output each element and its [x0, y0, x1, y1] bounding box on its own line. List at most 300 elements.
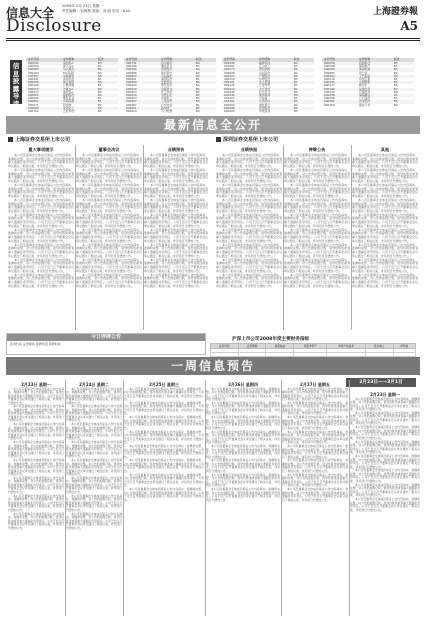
preview-day-heading: 2月23日 星期一 [370, 392, 400, 397]
preview-paragraph: 本公司及董事会全体成员保证公告内容真实、准确和完整，对公告的虚假记载、误导性陈述或者重大遗漏负连带责任。公司于近日召开董事会会议审议通过了相关议案，详见同日刊登的公告。 [8, 404, 64, 423]
article-paragraph: 本公司及董事会全体成员保证公告内容真实、准确和完整，对公告的虚假记载、误导性陈述或者重大遗漏负连带责任。公司于近日召开董事会会议审议通过了相关议案，详见同日刊登的公告。 [8, 227, 74, 243]
index-cell: B5 [392, 100, 414, 103]
table-row [26, 110, 118, 113]
preview-paragraph: 本公司及董事会全体成员保证公告内容真实、准确和完整，对公告的虚假记载、误导性陈述或者重大遗漏负连带责任。公司于近日召开董事会会议审议通过了相关议案，详见同日刊登的公告。 [66, 475, 122, 494]
index-cell: 000868 [124, 81, 159, 84]
preview-paragraph: 本公司及董事会全体成员保证公告内容真实、准确和完整，对公告的虚假记载、误导性陈述或者重大遗漏负连带责任。公司于近日召开董事会会议审议通过了相关议案，详见同日刊登的公告。 [350, 468, 420, 483]
article-heading: 其他 [380, 147, 390, 152]
preview-paragraph: 本公司及董事会全体成员保证公告内容真实、准确和完整，对公告的虚假记载、误导性陈述或者重大遗漏负连带责任。公司于近日召开董事会会议审议通过了相关议案，详见同日刊登的公告。 [8, 458, 64, 477]
preview-paragraph: 本公司及董事会全体成员保证公告内容真实、准确和完整，对公告的虚假记载、误导性陈述或者重大遗漏负连带责任。公司于近日召开董事会会议审议通过了相关议案，详见同日刊登的公告。 [124, 458, 204, 473]
index-cell: B3 [293, 64, 298, 69]
index-table [124, 58, 216, 113]
index-cell: 海印股份 [160, 77, 173, 82]
index-cell: 雅戈尔 [358, 83, 368, 88]
preview-column [206, 380, 280, 618]
index-cell: B5 [393, 83, 398, 88]
article-paragraph: 本公司及董事会全体成员保证公告内容真实、准确和完整，对公告的虚假记载、误导性陈述或者重大遗漏负连带责任。公司于近日召开董事会会议审议通过了相关议案，详见同日刊登的公告。 [284, 242, 350, 258]
article-heading: 停牌公告 [308, 147, 326, 152]
index-cell: B2 [195, 89, 200, 94]
preview-paragraph: 本公司及董事会全体成员保证公告内容真实、准确和完整，对公告的虚假记载、误导性陈述或者重大遗漏负连带责任。公司于近日召开董事会会议审议通过了相关议案，详见同日刊登的公告。 [8, 386, 64, 405]
index-cell: 000796 [124, 68, 159, 71]
article-paragraph: 本公司及董事会全体成员保证公告内容真实、准确和完整，对公告的虚假记载、误导性陈述或者重大遗漏负连带责任。公司于近日召开董事会会议审议通过了相关议案，详见同日刊登的公告。 [8, 167, 74, 183]
index-cell: 002129 [224, 77, 235, 82]
index-cell: B4 [293, 102, 298, 107]
index-cell: B2 [194, 107, 216, 110]
index-cell: 000157 [26, 75, 61, 78]
index-cell: 上汽集团 [357, 75, 392, 78]
index-header-cell: 证券简称 [257, 58, 292, 62]
preview-paragraph: 本公司及董事会全体成员保证公告内容真实、准确和完整，对公告的虚假记载、误导性陈述或者重大遗漏负连带责任。公司于近日召开董事会会议审议通过了相关议案，详见同日刊登的公告。 [8, 493, 64, 512]
index-cell: B5 [392, 62, 414, 65]
article-paragraph: 本公司及董事会全体成员保证公告内容真实、准确和完整，对公告的虚假记载、误导性陈述或者重大遗漏负连带责任。公司于近日召开董事会会议审议通过了相关议案，详见同日刊登的公告。 [8, 272, 74, 288]
article-paragraph: 本公司及董事会全体成员保证公告内容真实、准确和完整，对公告的虚假记载、误导性陈述或者重大遗漏负连带责任。公司于近日召开董事会会议审议通过了相关议案，详见同日刊登的公告。 [144, 272, 208, 288]
article-paragraph: 本公司及董事会全体成员保证公告内容真实、准确和完整，对公告的虚假记载、误导性陈述或者重大遗漏负连带责任。公司于近日召开董事会会议审议通过了相关议案，详见同日刊登的公告。 [216, 272, 282, 288]
index-cell: 青岛软控 [257, 68, 292, 71]
index-cell: B2 [392, 88, 414, 91]
article-paragraph: 本公司及董事会全体成员保证公告内容真实、准确和完整，对公告的虚假记载、误导性陈述或者重大遗漏负连带责任。公司于近日召开董事会会议审议通过了相关议案，详见同日刊登的公告。 [216, 257, 282, 273]
index-table [222, 58, 314, 113]
preview-paragraph: 本公司及董事会全体成员保证公告内容真实、准确和完整，对公告的虚假记载、误导性陈述或者重大遗漏负连带责任。公司于近日召开董事会会议审议通过了相关议案，详见同日刊登的公告。 [8, 511, 64, 530]
index-cell: B2 [393, 70, 398, 75]
preview-paragraph: 本公司及董事会全体成员保证公告内容真实、准确和完整，对公告的虚假记载、误导性陈述或者重大遗漏负连带责任。公司于近日召开董事会会议审议通过了相关议案，详见同日刊登的公告。 [282, 472, 348, 488]
index-cell: B3 [97, 70, 102, 75]
article-paragraph: 本公司及董事会全体成员保证公告内容真实、准确和完整，对公告的虚假记载、误导性陈述或者重大遗漏负连带责任。公司于近日召开董事会会议审议通过了相关议案，详见同日刊登的公告。 [352, 182, 418, 198]
index-cell: 轴研科技 [257, 62, 292, 65]
index-cell: 科大讯飞 [258, 89, 271, 94]
index-cell: 中兴通讯 [61, 68, 96, 71]
index-cell: 宣工科技 [160, 89, 173, 94]
index-cell: 600020 [224, 109, 235, 114]
index-cell: 000601 [26, 94, 61, 97]
index-cell: 002245 [222, 94, 257, 97]
article-paragraph: 本公司及董事会全体成员保证公告内容真实、准确和完整，对公告的虚假记载、误导性陈述或者重大遗漏负连带责任。公司于近日召开董事会会议审议通过了相关议案，详见同日刊登的公告。 [352, 153, 418, 168]
article-paragraph: 本公司及董事会全体成员保证公告内容真实、准确和完整，对公告的虚假记载、误导性陈述或者重大遗漏负连带责任。公司于近日召开董事会会议审议通过了相关议案，详见同日刊登的公告。 [8, 182, 74, 198]
preview-paragraph: 本公司及董事会全体成员保证公告内容真实、准确和完整，对公告的虚假记载、误导性陈述或者重大遗漏负连带责任。公司于近日召开董事会会议审议通过了相关议案，详见同日刊登的公告。 [8, 440, 64, 459]
index-cell: 002098 [224, 70, 235, 75]
index-cell: 000553 [26, 88, 61, 91]
index-cell: 002073 [222, 68, 257, 71]
article-paragraph: 本公司及董事会全体成员保证公告内容真实、准确和完整，对公告的虚假记载、误导性陈述或者重大遗漏负连带责任。公司于近日召开董事会会议审议通过了相关议案，详见同日刊登的公告。 [216, 167, 282, 183]
article-paragraph: 本公司及董事会全体成员保证公告内容真实、准确和完整，对公告的虚假记载、误导性陈述或者重大遗漏负连带责任。公司于近日召开董事会会议审议通过了相关议案，详见同日刊登的公告。 [144, 212, 208, 228]
preview-paragraph: 本公司及董事会全体成员保证公告内容真实、准确和完整，对公告的虚假记载、误导性陈述或者重大遗漏负连带责任。公司于近日召开董事会会议审议通过了相关议案，详见同日刊登的公告。 [66, 493, 122, 512]
index-cell: 银河科技 [160, 70, 173, 75]
article-heading: 重大事项提示 [28, 147, 54, 152]
article-column [216, 145, 282, 330]
index-cell: 山东海化 [159, 75, 194, 78]
index-cell: 000631 [28, 96, 39, 101]
index-cell: 600309 [324, 102, 335, 107]
index-cell: 600215 [324, 89, 335, 94]
newspaper-name: 上海證券報 [372, 7, 418, 17]
preview-paragraph: 本公司及董事会全体成员保证公告内容真实、准确和完整，对公告的虚假记载、误导性陈述或者重大遗漏负连带责任。公司于近日召开董事会会议审议通过了相关议案，详见同日刊登的公告。 [350, 454, 420, 469]
article-column [144, 145, 208, 330]
article-paragraph: 本公司及董事会全体成员保证公告内容真实、准确和完整，对公告的虚假记载、误导性陈述或者重大遗漏负连带责任。公司于近日召开董事会会议审议通过了相关议案，详见同日刊登的公告。 [8, 197, 74, 213]
index-header-cell: 证券代码 [124, 58, 159, 62]
table-row [322, 104, 414, 107]
index-cell: B1 [393, 77, 398, 82]
preview-paragraph: 本公司及董事会全体成员保证公告内容真实、准确和完整，对公告的虚假记载、误导性陈述或者重大遗漏负连带责任。公司于近日召开董事会会议审议通过了相关议案，详见同日刊登的公告。 [124, 429, 204, 445]
index-cell: 002103 [222, 75, 257, 78]
index-cell: B1 [97, 83, 102, 88]
index-header-cell: 版次 [96, 58, 118, 62]
index-cell: 000063 [26, 68, 61, 71]
article-column [352, 145, 418, 330]
index-cell: 000702 [28, 109, 39, 114]
date-text: 2009年 2月 23日 星期一 [62, 4, 103, 8]
index-cell: 珠江控股 [61, 81, 96, 84]
index-cell: B4 [97, 89, 102, 94]
index-cell: 安凯客车 [159, 81, 194, 84]
article-column [8, 145, 74, 330]
index-cell: B1 [293, 96, 298, 101]
index-cell: 北斗星通 [257, 81, 292, 84]
index-cell: B5 [293, 109, 298, 114]
sh-listed-heading: 上海证券交易所上市公司 [8, 136, 70, 144]
preview-paragraph: 本公司及董事会全体成员保证公告内容真实、准确和完整，对公告的虚假记载、误导性陈述或者重大遗漏负连带责任。公司于近日召开董事会会议审议通过了相关议案，详见同日刊登的公告。 [206, 458, 280, 473]
article-paragraph: 本公司及董事会全体成员保证公告内容真实、准确和完整，对公告的虚假记载、误导性陈述或者重大遗漏负连带责任。公司于近日召开董事会会议审议通过了相关议案，详见同日刊登的公告。 [352, 227, 418, 243]
article-paragraph: 本公司及董事会全体成员保证公告内容真实、准确和完整，对公告的虚假记载、误导性陈述或者重大遗漏负连带责任。公司于近日召开董事会会议审议通过了相关议案，详见同日刊登的公告。 [144, 167, 208, 183]
index-cell: TCL集团 [62, 70, 74, 75]
preview-paragraph: 本公司及董事会全体成员保证公告内容真实、准确和完整，对公告的虚假记载、误导性陈述或者重大遗漏负连带责任。公司于近日召开董事会会议审议通过了相关议案，详见同日刊登的公告。 [124, 472, 204, 488]
index-cell: 江特电机 [258, 83, 271, 88]
index-cell: B3 [96, 62, 118, 65]
index-cell: 002176 [224, 83, 235, 88]
index-cell: B2 [96, 68, 118, 71]
index-cell: 长春经开 [358, 89, 371, 94]
financial-header-cell: 证券代码 [211, 344, 239, 349]
article-paragraph: 本公司及董事会全体成员保证公告内容真实、准确和完整，对公告的虚假记载、误导性陈述或者重大遗漏负连带责任。公司于近日召开董事会会议审议通过了相关议案，详见同日刊登的公告。 [284, 257, 350, 273]
article-paragraph: 本公司及董事会全体成员保证公告内容真实、准确和完整，对公告的虚假记载、误导性陈述或者重大遗漏负连带责任。公司于近日召开董事会会议审议通过了相关议案，详见同日刊登的公告。 [216, 242, 282, 258]
preview-paragraph: 本公司及董事会全体成员保证公告内容真实、准确和完整，对公告的虚假记载、误导性陈述或者重大遗漏负连带责任。公司于近日召开董事会会议审议通过了相关议案，详见同日刊登的公告。 [206, 429, 280, 445]
index-cell: B3 [293, 83, 298, 88]
index-cell: B4 [194, 81, 216, 84]
index-cell: B1 [195, 77, 200, 82]
article-paragraph: 本公司及董事会全体成员保证公告内容真实、准确和完整，对公告的虚假记载、误导性陈述或者重大遗漏负连带责任。公司于近日召开董事会会议审议通过了相关议案，详见同日刊登的公告。 [76, 227, 142, 243]
index-cell: 000698 [26, 107, 61, 110]
index-cell: 000930 [124, 94, 159, 97]
article-paragraph: 本公司及董事会全体成员保证公告内容真实、准确和完整，对公告的虚假记载、误导性陈述或者重大遗漏负连带责任。公司于近日召开董事会会议审议通过了相关议案，详见同日刊登的公告。 [8, 212, 74, 228]
preview-date-range: 2月23日——3月1日 [346, 378, 416, 387]
preview-paragraph: 本公司及董事会全体成员保证公告内容真实、准确和完整，对公告的虚假记载、误导性陈述或者重大遗漏负连带责任。公司于近日召开董事会会议审议通过了相关议案，详见同日刊登的公告。 [282, 444, 348, 459]
preview-column [282, 380, 348, 618]
suspension-sub: 证券代码 证券简称 停牌原因 停牌时间 [10, 342, 61, 346]
article-paragraph: 本公司及董事会全体成员保证公告内容真实、准确和完整，对公告的虚假记载、误导性陈述或者重大遗漏负连带责任。公司于近日召开董事会会议审议通过了相关议案，详见同日刊登的公告。 [216, 227, 282, 243]
latest-info-banner [6, 116, 420, 134]
preview-paragraph: 本公司及董事会全体成员保证公告内容真实、准确和完整，对公告的虚假记载、误导性陈述或者重大遗漏负连带责任。公司于近日召开董事会会议审议通过了相关议案，详见同日刊登的公告。 [282, 400, 348, 416]
preview-paragraph: 本公司及董事会全体成员保证公告内容真实、准确和完整，对公告的虚假记载、误导性陈述或者重大遗漏负连带责任。公司于近日召开董事会会议审议通过了相关议案，详见同日刊登的公告。 [282, 487, 348, 502]
index-cell: 复星医药 [357, 88, 392, 91]
index-cell: B3 [195, 64, 200, 69]
financial-header-cell: 净利润 [393, 344, 415, 349]
article-paragraph: 本公司及董事会全体成员保证公告内容真实、准确和完整，对公告的虚假记载、误导性陈述或者重大遗漏负连带责任。公司于近日召开董事会会议审议通过了相关议案，详见同日刊登的公告。 [216, 212, 282, 228]
financial-header-cell: 每股净资产 [294, 344, 327, 349]
preview-paragraph: 本公司及董事会全体成员保证公告内容真实、准确和完整，对公告的虚假记载、误导性陈述或者重大遗漏负连带责任。公司于近日召开董事会会议审议通过了相关议案，详见同日刊登的公告。 [124, 444, 204, 459]
index-cell: 广汇股份 [358, 96, 371, 101]
preview-day-heading: 2月24日 星期二 [79, 382, 109, 387]
index-cell: B4 [96, 94, 118, 97]
preview-paragraph: 本公司及董事会全体成员保证公告内容真实、准确和完整，对公告的虚假记载、误导性陈述或者重大遗漏负连带责任。公司于近日召开董事会会议审议通过了相关议案，详见同日刊登的公告。 [206, 415, 280, 430]
financial-table-title: 沪深上市公司2008年度主要财务指标 [232, 337, 310, 342]
index-cell: 河池化工 [160, 96, 173, 101]
index-cell: 002230 [224, 89, 235, 94]
index-cell: B4 [392, 75, 414, 78]
index-cell: B3 [293, 77, 298, 82]
index-cell: B1 [195, 102, 200, 107]
index-cell: 海信电器 [357, 68, 392, 71]
index-cell: B5 [194, 100, 216, 103]
article-paragraph: 本公司及董事会全体成员保证公告内容真实、准确和完整，对公告的虚假记载、误导性陈述或者重大遗漏负连带责任。公司于近日召开董事会会议审议通过了相关议案，详见同日刊登的公告。 [284, 197, 350, 213]
preview-day-heading: 2月25日 星期三 [149, 382, 179, 387]
index-cell: 中联重科 [61, 75, 96, 78]
index-cell: B1 [292, 88, 314, 91]
index-cell: 通化金马 [160, 64, 173, 69]
index-cell: B5 [194, 94, 216, 97]
index-header-cell: 证券简称 [159, 58, 194, 62]
article-column [284, 145, 350, 330]
preview-paragraph: 本公司及董事会全体成员保证公告内容真实、准确和完整，对公告的虚假记载、误导性陈述或者重大遗漏负连带责任。公司于近日召开董事会会议审议通过了相关议案，详见同日刊登的公告。 [66, 511, 122, 530]
index-cell: B5 [96, 75, 118, 78]
index-cell: B4 [195, 109, 200, 114]
index-cell: 000505 [26, 81, 61, 84]
article-column [76, 145, 142, 330]
index-cell: 金陵药业 [159, 88, 194, 91]
index-cell: 000766 [126, 64, 137, 69]
article-paragraph: 本公司及董事会全体成员保证公告内容真实、准确和完整，对公告的虚假记载、误导性陈述或者重大遗漏负连带责任。公司于近日召开董事会会议审议通过了相关议案，详见同日刊登的公告。 [352, 167, 418, 183]
index-cell: 000045 [26, 62, 61, 65]
index-table [322, 58, 414, 107]
index-header-cell: 证券代码 [322, 58, 357, 62]
index-header-cell: 版次 [292, 58, 314, 62]
preview-paragraph: 本公司及董事会全体成员保证公告内容真实、准确和完整，对公告的虚假记载、误导性陈述或者重大遗漏负连带责任。公司于近日召开董事会会议审议通过了相关议案，详见同日刊登的公告。 [8, 475, 64, 494]
index-cell: 同仁堂 [358, 70, 368, 75]
index-cell: B2 [97, 102, 102, 107]
index-cell: B1 [292, 81, 314, 84]
index-cell: 浔兴股份 [258, 70, 271, 75]
preview-paragraph: 本公司及董事会全体成员保证公告内容真实、准确和完整，对公告的虚假记载、误导性陈述或者重大遗漏负连带责任。公司于近日召开董事会会议审议通过了相关议案，详见同日刊登的公告。 [350, 497, 420, 512]
index-cell: 600177 [324, 83, 335, 88]
article-paragraph: 本公司及董事会全体成员保证公告内容真实、准确和完整，对公告的虚假记载、误导性陈述或者重大遗漏负连带责任。公司于近日召开董事会会议审议通过了相关议案，详见同日刊登的公告。 [284, 167, 350, 183]
index-cell: 深天马A [62, 64, 74, 69]
article-paragraph: 本公司及董事会全体成员保证公告内容真实、准确和完整，对公告的虚假记载、误导性陈述或者重大遗漏负连带责任。公司于近日召开董事会会议审议通过了相关议案，详见同日刊登的公告。 [76, 153, 142, 168]
index-cell: 002214 [222, 88, 257, 91]
index-cell: 000953 [126, 96, 137, 101]
index-cell: 丰原生化 [159, 94, 194, 97]
index-cell: 苏宁电器 [160, 109, 173, 114]
index-cell: B2 [293, 70, 298, 75]
financial-header-cell: 营业收入 [365, 344, 393, 349]
article-paragraph: 本公司及董事会全体成员保证公告内容真实、准确和完整，对公告的虚假记载、误导性陈述或者重大遗漏负连带责任。公司于近日召开董事会会议审议通过了相关议案，详见同日刊登的公告。 [76, 257, 142, 273]
suspension-title: 今日停牌公告 [7, 334, 205, 341]
preview-paragraph: 本公司及董事会全体成员保证公告内容真实、准确和完整，对公告的虚假记载、误导性陈述或者重大遗漏负连带责任。公司于近日召开董事会会议审议通过了相关议案，详见同日刊登的公告。 [124, 487, 204, 502]
index-cell: 保利地产 [358, 64, 371, 69]
index-cell: 000967 [124, 100, 159, 103]
article-paragraph: 本公司及董事会全体成员保证公告内容真实、准确和完整，对公告的虚假记载、误导性陈述或者重大遗漏负连带责任。公司于近日召开董事会会议审议通过了相关议案，详见同日刊登的公告。 [144, 227, 208, 243]
article-paragraph: 本公司及董事会全体成员保证公告内容真实、准确和完整，对公告的虚假记载、误导性陈述或者重大遗漏负连带责任。公司于近日召开董事会会议审议通过了相关议案，详见同日刊登的公告。 [144, 153, 208, 168]
index-cell: 000919 [124, 88, 159, 91]
index-cell: 顺发恒业 [62, 96, 75, 101]
article-paragraph: 本公司及董事会全体成员保证公告内容真实、准确和完整，对公告的虚假记载、误导性陈述或者重大遗漏负连带责任。公司于近日召开董事会会议审议通过了相关议案，详见同日刊登的公告。 [144, 242, 208, 258]
article-paragraph: 本公司及董事会全体成员保证公告内容真实、准确和完整，对公告的虚假记载、误导性陈述或者重大遗漏负连带责任。公司于近日召开董事会会议审议通过了相关议案，详见同日刊登的公告。 [8, 153, 74, 168]
index-cell: 粤宏远A [62, 89, 74, 94]
article-paragraph: 本公司及董事会全体成员保证公告内容真实、准确和完整，对公告的虚假记载、误导性陈述或者重大遗漏负连带责任。公司于近日召开董事会会议审议通过了相关议案，详见同日刊登的公告。 [144, 197, 208, 213]
article-heading: 业绩预告 [167, 147, 185, 152]
preview-paragraph: 本公司及董事会全体成员保证公告内容真实、准确和完整，对公告的虚假记载、误导性陈述或者重大遗漏负连带责任。公司于近日召开董事会会议审议通过了相关议案，详见同日刊登的公告。 [66, 440, 122, 459]
index-cell: 002151 [222, 81, 257, 84]
index-cell: B3 [392, 68, 414, 71]
article-paragraph: 本公司及董事会全体成员保证公告内容真实、准确和完整，对公告的虚假记载、误导性陈述或者重大遗漏负连带责任。公司于近日召开董事会会议审议通过了相关议案，详见同日刊登的公告。 [8, 257, 74, 273]
article-paragraph: 本公司及董事会全体成员保证公告内容真实、准确和完整，对公告的虚假记载、误导性陈述或者重大遗漏负连带责任。公司于近日召开董事会会议审议通过了相关议案，详见同日刊登的公告。 [352, 197, 418, 213]
index-cell: 600150 [322, 81, 357, 84]
article-paragraph: 本公司及董事会全体成员保证公告内容真实、准确和完整，对公告的虚假记载、误导性陈述或者重大遗漏负连带责任。公司于近日召开董事会会议审议通过了相关议案，详见同日刊登的公告。 [144, 182, 208, 198]
article-paragraph: 本公司及董事会全体成员保证公告内容真实、准确和完整，对公告的虚假记载、误导性陈述或者重大遗漏负连带责任。公司于近日召开董事会会议审议通过了相关议案，详见同日刊登的公告。 [352, 212, 418, 228]
index-cell: 大东南 [258, 96, 268, 101]
index-cell: 000100 [28, 70, 39, 75]
article-paragraph: 本公司及董事会全体成员保证公告内容真实、准确和完整，对公告的虚假记载、误导性陈述或者重大遗漏负连带责任。公司于近日召开董事会会议审议通过了相关议案，详见同日刊登的公告。 [8, 242, 74, 258]
index-header-cell: 版次 [392, 58, 414, 62]
index-cell: B4 [292, 62, 314, 65]
index-cell: B2 [195, 70, 200, 75]
masthead-brand: 信息大全 [6, 6, 55, 20]
index-cell: B3 [392, 81, 414, 84]
index-cell: 002263 [224, 96, 235, 101]
index-cell: B3 [96, 81, 118, 84]
index-cell: 000050 [28, 64, 39, 69]
index-cell: 易食股份 [159, 68, 194, 71]
preview-paragraph: 本公司及董事会全体成员保证公告内容真实、准确和完整，对公告的虚假记载、误导性陈述或者重大遗漏负连带责任。公司于近日召开董事会会议审议通过了相关议案，详见同日刊登的公告。 [282, 458, 348, 473]
editor-text: 责任编辑：宋海燕 美编：刘 淑 电话：010- [62, 9, 132, 13]
index-cell: 中环股份 [258, 77, 271, 82]
article-paragraph: 本公司及董事会全体成员保证公告内容真实、准确和完整，对公告的虚假记载、误导性陈述或者重大遗漏负连带责任。公司于近日召开董事会会议审议通过了相关议案，详见同日刊登的公告。 [144, 257, 208, 273]
index-cell: 000573 [28, 89, 39, 94]
index-cell: B1 [96, 100, 118, 103]
index-cell: B1 [97, 77, 102, 82]
article-paragraph: 本公司及董事会全体成员保证公告内容真实、准确和完整，对公告的虚假记载、误导性陈述或者重大遗漏负连带责任。公司于近日召开董事会会议审议通过了相关议案，详见同日刊登的公告。 [76, 182, 142, 198]
preview-paragraph: 本公司及董事会全体成员保证公告内容真实、准确和完整，对公告的虚假记载、误导性陈述或者重大遗漏负连带责任。公司于近日召开董事会会议审议通过了相关议案，详见同日刊登的公告。 [206, 400, 280, 416]
index-cell: 600196 [322, 88, 357, 91]
index-cell: B5 [292, 68, 314, 71]
preview-paragraph: 本公司及董事会全体成员保证公告内容真实、准确和完整，对公告的虚假记载、误导性陈述或者重大遗漏负连带责任。公司于近日召开董事会会议审议通过了相关议案，详见同日刊登的公告。 [282, 429, 348, 445]
index-cell: 000806 [126, 70, 137, 75]
index-cell: 002001 [124, 107, 159, 110]
index-cell: 烟台万华 [358, 102, 371, 107]
index-cell: 现代投资 [160, 83, 173, 88]
preview-paragraph: 本公司及董事会全体成员保证公告内容真实、准确和完整，对公告的虚假记载、误导性陈述或者重大遗漏负连带责任。公司于近日召开董事会会议审议通过了相关议案，详见同日刊登的公告。 [282, 386, 348, 401]
article-paragraph: 本公司及董事会全体成员保证公告内容真实、准确和完整，对公告的虚假记载、误导性陈述或者重大遗漏负连带责任。公司于近日召开董事会会议审议通过了相关议案，详见同日刊登的公告。 [284, 272, 350, 288]
article-paragraph: 本公司及董事会全体成员保证公告内容真实、准确和完整，对公告的虚假记载、误导性陈述或者重大遗漏负连带责任。公司于近日召开董事会会议审议通过了相关议案，详见同日刊登的公告。 [76, 167, 142, 183]
index-header-cell: 证券简称 [61, 58, 96, 62]
index-cell: 新和成 [159, 107, 194, 110]
index-cell: B5 [96, 107, 118, 110]
index-cell: 600256 [324, 96, 335, 101]
index-cell: 000657 [26, 100, 61, 103]
index-cell: 西水股份 [357, 100, 392, 103]
preview-paragraph: 本公司及董事会全体成员保证公告内容真实、准确和完整，对公告的虚假记载、误导性陈述或者重大遗漏负连带责任。公司于近日召开董事会会议审议通过了相关议案，详见同日刊登的公告。 [206, 386, 280, 401]
index-cell: 首创股份 [257, 107, 292, 110]
index-cell: 600085 [324, 70, 335, 75]
index-cell: B3 [393, 96, 398, 101]
index-cell: 600000 [224, 102, 235, 107]
index-cell: 长航凤凰 [62, 83, 75, 88]
page-number: A5 [400, 19, 418, 33]
index-header-cell: 证券代码 [26, 58, 61, 62]
index-cell: 大立科技 [257, 88, 292, 91]
index-cell: 海南椰岛 [357, 94, 392, 97]
article-heading: 董事会决议 [98, 147, 120, 152]
article-paragraph: 本公司及董事会全体成员保证公告内容真实、准确和完整，对公告的虚假记载、误导性陈述或者重大遗漏负连带责任。公司于近日召开董事会会议审议通过了相关议案，详见同日刊登的公告。 [352, 257, 418, 273]
index-cell: 招商银行 [357, 62, 392, 65]
index-cell: 600291 [322, 100, 357, 103]
article-paragraph: 本公司及董事会全体成员保证公告内容真实、准确和完整，对公告的虚假记载、误导性陈述或者重大遗漏负连带责任。公司于近日召开董事会会议审议通过了相关议案，详见同日刊登的公告。 [216, 182, 282, 198]
article-paragraph: 本公司及董事会全体成员保证公告内容真实、准确和完整，对公告的虚假记载、误导性陈述或者重大遗漏负连带责任。公司于近日召开董事会会议审议通过了相关议案，详见同日刊登的公告。 [216, 197, 282, 213]
preview-column [8, 380, 64, 618]
section-title: Disclosure [6, 16, 102, 36]
index-cell: 000520 [28, 83, 39, 88]
index-cell: B5 [292, 75, 314, 78]
preview-paragraph: 本公司及董事会全体成员保证公告内容真实、准确和完整，对公告的虚假记载、误导性陈述或者重大遗漏负连带责任。公司于近日召开董事会会议审议通过了相关议案，详见同日刊登的公告。 [124, 400, 204, 416]
preview-paragraph: 本公司及董事会全体成员保证公告内容真实、准确和完整，对公告的虚假记载、误导性陈述或者重大遗漏负连带责任。公司于近日召开董事会会议审议通过了相关议案，详见同日刊登的公告。 [66, 458, 122, 477]
index-cell: 韶能股份 [61, 94, 96, 97]
article-paragraph: 本公司及董事会全体成员保证公告内容真实、准确和完整，对公告的虚假记载、误导性陈述或者重大遗漏负连带责任。公司于近日召开董事会会议审议通过了相关议案，详见同日刊登的公告。 [76, 242, 142, 258]
index-cell: 000401 [28, 77, 39, 82]
index-cell: 600238 [322, 94, 357, 97]
preview-paragraph: 本公司及董事会全体成员保证公告内容真实、准确和完整，对公告的虚假记载、误导性陈述或者重大遗漏负连带责任。公司于近日召开董事会会议审议通过了相关议案，详见同日刊登的公告。 [350, 410, 420, 426]
index-cell: 中钨高新 [61, 100, 96, 103]
index-cell: 澳洋顺昌 [257, 94, 292, 97]
index-cell: B5 [292, 100, 314, 103]
index-cell: B4 [195, 83, 200, 88]
preview-paragraph: 本公司及董事会全体成员保证公告内容真实、准确和完整，对公告的虚假记载、误导性陈述或者重大遗漏负连带责任。公司于近日召开董事会会议审议通过了相关议案，详见同日刊登的公告。 [124, 386, 204, 401]
index-cell: B5 [97, 109, 102, 114]
preview-paragraph: 本公司及董事会全体成员保证公告内容真实、准确和完整，对公告的虚假记载、误导性陈述或者重大遗漏负连带责任。公司于近日召开董事会会议审议通过了相关议案，详见同日刊登的公告。 [66, 404, 122, 423]
index-cell: B2 [293, 89, 298, 94]
index-cell: 中原高速 [258, 109, 271, 114]
table-row [222, 110, 314, 113]
article-paragraph: 本公司及董事会全体成员保证公告内容真实、准确和完整，对公告的虚假记载、误导性陈述或者重大遗漏负连带责任。公司于近日召开董事会会议审议通过了相关议案，详见同日刊登的公告。 [284, 212, 350, 228]
index-cell: B2 [292, 107, 314, 110]
weekly-preview-banner [6, 357, 420, 375]
index-cell: B4 [194, 68, 216, 71]
preview-column [66, 380, 122, 618]
preview-paragraph: 本公司及董事会全体成员保证公告内容真实、准确和完整，对公告的虚假记载、误导性陈述或者重大遗漏负连带责任。公司于近日召开董事会会议审议通过了相关议案，详见同日刊登的公告。 [350, 425, 420, 440]
article-paragraph: 本公司及董事会全体成员保证公告内容真实、准确和完整，对公告的虚假记载、误导性陈述或者重大遗漏负连带责任。公司于近日召开董事会会议审议通过了相关议案，详见同日刊登的公告。 [352, 272, 418, 288]
index-cell: 600104 [322, 75, 357, 78]
index-cell: 光迅科技 [257, 100, 292, 103]
index-cell: 沙隆达A [61, 88, 96, 91]
index-cell: 600118 [324, 77, 335, 82]
index-cell: 002061 [224, 64, 235, 69]
sz-listed-heading: 深圳证券交易所上市公司 [216, 136, 278, 144]
index-cell: 000731 [124, 62, 159, 65]
index-cell: 阳光城 [62, 102, 72, 107]
preview-paragraph: 本公司及董事会全体成员保证公告内容真实、准确和完整，对公告的虚假记载、误导性陈述或者重大遗漏负连带责任。公司于近日召开董事会会议审议通过了相关议案，详见同日刊登的公告。 [66, 422, 122, 441]
preview-paragraph: 本公司及董事会全体成员保证公告内容真实、准确和完整，对公告的虚假记载、误导性陈述或者重大遗漏负连带责任。公司于近日召开董事会会议审议通过了相关议案，详见同日刊登的公告。 [350, 396, 420, 411]
index-header-cell: 版次 [194, 58, 216, 62]
article-paragraph: 本公司及董事会全体成员保证公告内容真实、准确和完整，对公告的虚假记载、误导性陈述或者重大遗漏负连带责任。公司于近日召开董事会会议审议通过了相关议案，详见同日刊登的公告。 [76, 197, 142, 213]
index-cell: 江山化工 [258, 64, 271, 69]
index-cell: 冀东水泥 [62, 77, 75, 82]
article-paragraph: 本公司及董事会全体成员保证公告内容真实、准确和完整，对公告的虚假记载、误导性陈述或者重大遗漏负连带责任。公司于近日召开董事会会议审议通过了相关议案，详见同日刊登的公告。 [284, 227, 350, 243]
preview-paragraph: 本公司及董事会全体成员保证公告内容真实、准确和完整，对公告的虚假记载、误导性陈述或者重大遗漏负连带责任。公司于近日召开董事会会议审议通过了相关议案，详见同日刊登的公告。 [124, 415, 204, 430]
index-cell: 600060 [322, 68, 357, 71]
index-cell: B4 [393, 89, 398, 94]
index-cell: B3 [195, 96, 200, 101]
index-cell: 中国卫星 [358, 77, 371, 82]
index-cell: 000822 [124, 75, 159, 78]
index-cell: 600008 [222, 107, 257, 110]
masthead [0, 0, 426, 60]
index-cell: 中国船舶 [357, 81, 392, 84]
preview-paragraph: 本公司及董事会全体成员保证公告内容真实、准确和完整，对公告的虚假记载、误导性陈述或者重大遗漏负连带责任。公司于近日召开董事会会议审议通过了相关议案，详见同日刊登的公告。 [350, 439, 420, 455]
